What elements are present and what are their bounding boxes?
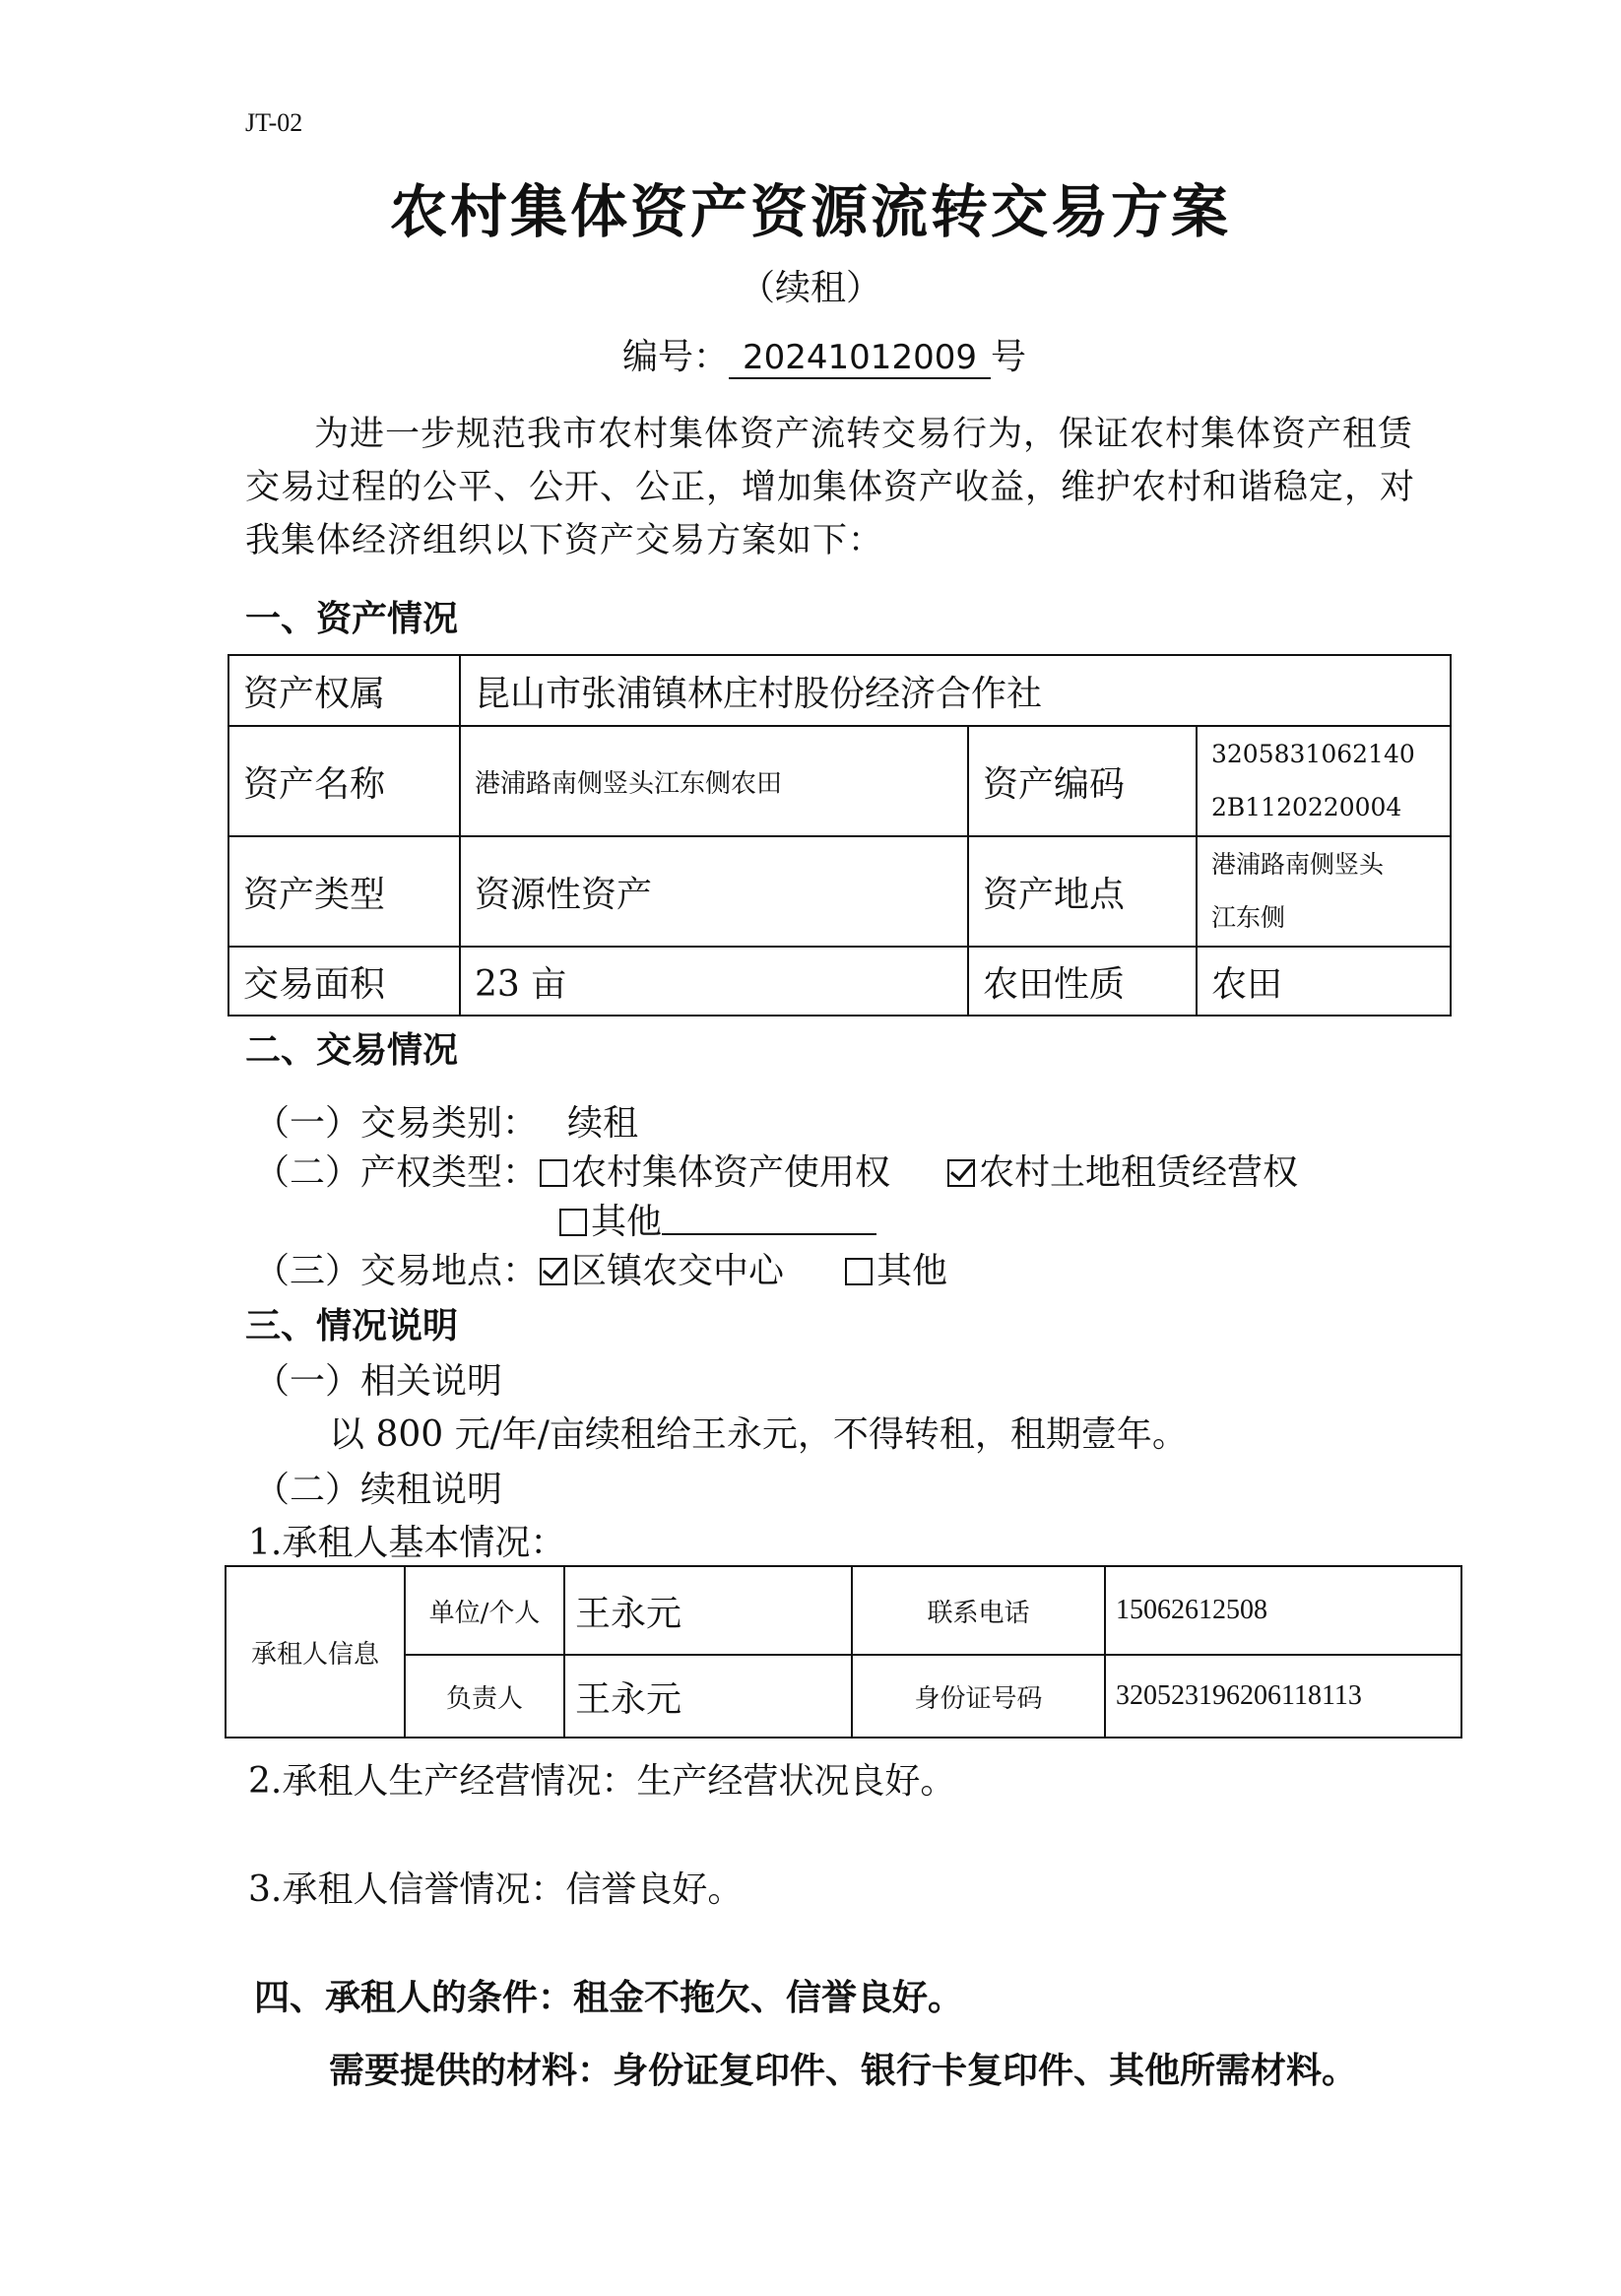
asset-location-line2: 江东侧 [1211, 903, 1286, 932]
ownership-value: 昆山市张浦镇林庄村股份经济合作社 [460, 655, 1451, 726]
area-value: 23 亩 [460, 947, 968, 1016]
section4-materials: 需要提供的材料：身份证复印件、银行卡复印件、其他所需材料。 [329, 2051, 1358, 2091]
right-opt3-checkbox[interactable] [559, 1209, 587, 1236]
serial-suffix: 号 [990, 337, 1026, 377]
right-other-row [557, 1194, 876, 1244]
nature-value: 农田 [1197, 947, 1451, 1016]
place-opt1-checkbox[interactable] [540, 1258, 567, 1285]
category-value: 续租 [567, 1103, 639, 1144]
asset-type-label: 资产类型 [228, 836, 460, 947]
section1-heading: 一、资产情况 [245, 599, 459, 639]
place-opt2-label: 其他 [876, 1251, 948, 1291]
id-label: 身份证号码 [852, 1655, 1105, 1738]
category-label: （一）交易类别： [254, 1103, 539, 1144]
document-code: JT-02 [245, 108, 303, 137]
right-other-blank[interactable] [662, 1204, 876, 1235]
phone-label: 联系电话 [852, 1566, 1105, 1655]
place-opt1-label: 区镇农交中心 [571, 1251, 785, 1291]
place-opt2-checkbox[interactable] [845, 1258, 873, 1285]
place-row [254, 1243, 947, 1293]
serial-value: 20241012009 [729, 338, 991, 379]
id-value: 320523196206118113 [1105, 1655, 1461, 1738]
intro-paragraph: 为进一步规范我市农村集体资产流转交易行为，保证农村集体资产租赁交易过程的公平、公开、公正，增加集体资产收益，维护农村和谐稳定，对我集体经济组织以下资产交易方案如下： [245, 415, 1416, 560]
section3-sub2: （二）续租说明 [254, 1470, 503, 1510]
unit-label: 单位/个人 [405, 1566, 564, 1655]
page-title: 农村集体资产资源流转交易方案 [389, 178, 1231, 245]
asset-location-value [1197, 836, 1451, 947]
head-value: 王永元 [564, 1655, 852, 1738]
category-row [254, 1095, 638, 1146]
section2-heading: 二、交易情况 [245, 1030, 459, 1071]
phone-value: 15062612508 [1105, 1566, 1461, 1655]
area-label: 交易面积 [228, 947, 460, 1016]
section4-heading: 四、承租人的条件：租金不拖欠、信誉良好。 [254, 1978, 964, 2018]
right-opt3-label: 其他 [591, 1202, 663, 1242]
asset-location-label: 资产地点 [968, 836, 1197, 947]
right-opt2-label: 农村土地租赁经营权 [979, 1152, 1299, 1193]
lessee-table [225, 1565, 1462, 1738]
right-type-row [254, 1145, 1298, 1195]
asset-code-line2: 2B1120220004 [1211, 793, 1402, 821]
section3-heading: 三、情况说明 [245, 1306, 459, 1346]
asset-type-value: 资源性资产 [460, 836, 968, 947]
asset-code-line1: 3205831062140 [1211, 740, 1415, 768]
lessee-group-label: 承租人信息 [226, 1566, 405, 1738]
section3-sub1: （一）相关说明 [254, 1361, 503, 1402]
ownership-label: 资产权属 [228, 655, 460, 726]
unit-value: 王永元 [564, 1566, 852, 1655]
right-opt1-checkbox[interactable] [540, 1159, 567, 1187]
serial-number [622, 329, 1026, 379]
lessee-item2: 2.承租人生产经营情况：生产经营状况良好。 [248, 1761, 956, 1802]
head-label: 负责人 [405, 1655, 564, 1738]
right-opt1-label: 农村集体资产使用权 [571, 1152, 891, 1193]
lessee-item1: 1.承租人基本情况： [248, 1523, 566, 1563]
lessee-item3: 3.承租人信誉情况：信誉良好。 [248, 1870, 744, 1910]
asset-location-line1: 港浦路南侧竖头 [1211, 850, 1385, 879]
asset-code-label: 资产编码 [968, 726, 1197, 836]
serial-label: 编号： [622, 337, 730, 377]
asset-name-label: 资产名称 [228, 726, 460, 836]
place-label: （三）交易地点： [254, 1251, 539, 1291]
asset-code-value [1197, 726, 1451, 836]
right-opt2-checkbox[interactable] [947, 1159, 975, 1187]
asset-name-value: 港浦路南侧竖头江东侧农田 [460, 726, 968, 836]
right-type-label: （二）产权类型： [254, 1152, 539, 1193]
section3-sub1-text: 以 800 元/年/亩续租给王永元，不得转租，租期壹年。 [329, 1414, 1188, 1455]
page-subtitle: （续租） [739, 268, 881, 308]
nature-label: 农田性质 [968, 947, 1197, 1016]
asset-table [227, 654, 1452, 1017]
